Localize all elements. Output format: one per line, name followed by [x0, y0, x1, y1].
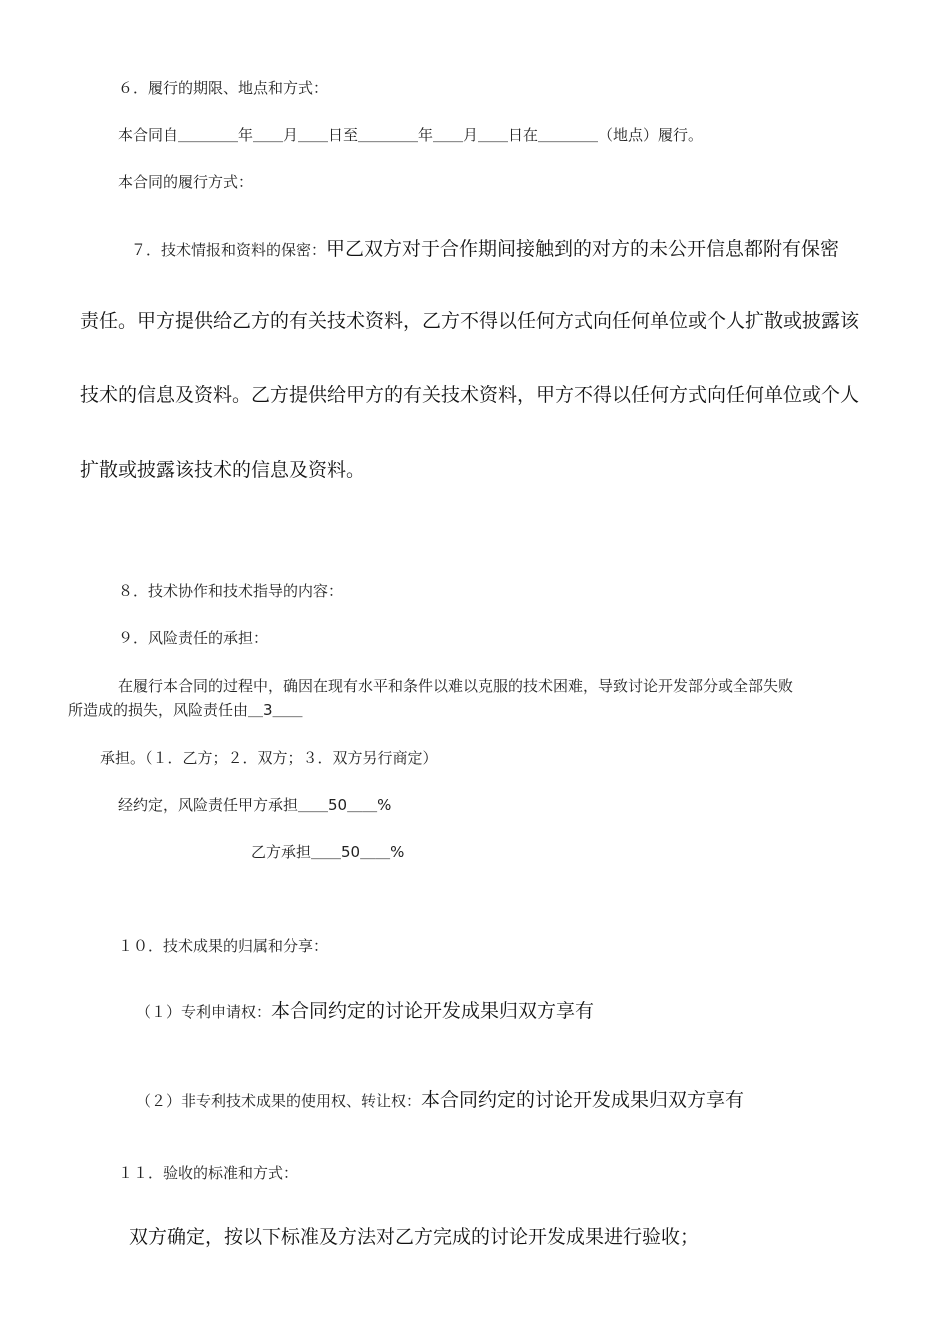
contract-term-line: 本合同自＿＿＿＿年＿＿月＿＿日至＿＿＿＿年＿＿月＿＿日在＿＿＿＿（地点）履行。: [118, 126, 704, 144]
nonpatent-right-line: [136, 1087, 744, 1114]
patent-right-value: 本合同约定的讨论开发成果归双方享有: [271, 1000, 595, 1022]
section-9-heading: ９．风险责任的承担：: [118, 629, 269, 647]
section-6-heading: ６．履行的期限、地点和方式：: [118, 79, 329, 97]
risk-paragraph-line-2: 所造成的损失，风险责任由＿3＿＿: [68, 701, 303, 719]
section-8-heading: ８．技术协作和技术指导的内容：: [118, 582, 344, 600]
party-a-risk-share: 经约定，风险责任甲方承担＿＿50＿＿%: [118, 796, 392, 814]
party-b-risk-share: 乙方承担＿＿50＿＿%: [251, 843, 405, 861]
confidentiality-text-4: 扩散或披露该技术的信息及资料。: [80, 459, 366, 481]
section-7-paragraph: [131, 236, 839, 262]
risk-options-line: 承担。（１．乙方；２．双方；３．双方另行商定）: [100, 749, 438, 767]
confidentiality-text-2: 责任。甲方提供给乙方的有关技术资料，乙方不得以任何方式向任何单位或个人扩散或披露该: [80, 310, 860, 332]
performance-method-line: 本合同的履行方式：: [118, 173, 254, 191]
nonpatent-right-value: 本合同约定的讨论开发成果归双方享有: [421, 1089, 745, 1111]
acceptance-text: 双方确定，按以下标准及方法对乙方完成的讨论开发成果进行验收；: [129, 1226, 700, 1248]
section-10-heading: １０．技术成果的归属和分享：: [118, 937, 329, 955]
confidentiality-text-1: 甲乙双方对于合作期间接触到的对方的未公开信息都附有保密: [326, 238, 840, 260]
section-11-heading: １１．验收的标准和方式：: [118, 1164, 299, 1182]
section-7-heading: ７．技术情报和资料的保密：: [131, 241, 327, 259]
risk-paragraph-line-1: 在履行本合同的过程中，确因在现有水平和条件以难以克服的技术困难，导致讨论开发部分或全部失败: [118, 677, 794, 695]
nonpatent-right-label: （２）非专利技术成果的使用权、转让权：: [136, 1092, 422, 1110]
confidentiality-text-3: 技术的信息及资料。乙方提供给甲方的有关技术资料，甲方不得以任何方式向任何单位或个人: [80, 384, 860, 406]
patent-right-label: （１）专利申请权：: [136, 1003, 272, 1021]
patent-right-line: [136, 998, 594, 1025]
